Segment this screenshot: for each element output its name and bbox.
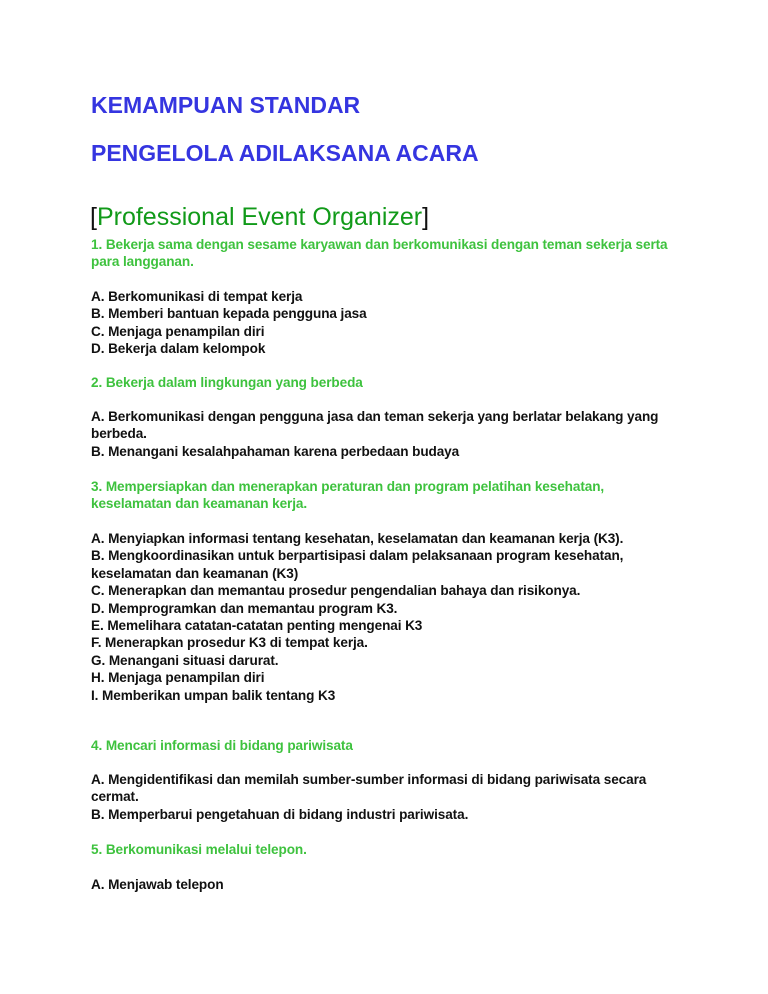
list-item: B. Menangani kesalahpahaman karena perbedaan budaya — [91, 443, 460, 459]
list-item: B. Memperbarui pengetahuan di bidang industri pariwisata. — [91, 806, 469, 822]
list-item: E. Memelihara catatan-catatan penting mengenai K3 — [91, 618, 423, 634]
subtitle-text: Professional Event Organizer — [96, 203, 423, 231]
list-item: D. Memprogramkan dan memantau program K3. — [91, 600, 398, 616]
section-5-heading: 5. Berkomunikasi melalui telepon. — [91, 842, 307, 857]
bracket-open: [ — [90, 203, 97, 231]
section-1-items — [91, 288, 681, 358]
list-item: A. Mengidentifikasi dan memilah sumber-sumber informasi di bidang pariwisata secara cermat. — [91, 772, 647, 805]
section-3-heading: 3. Mempersiapkan dan menerapkan peraturan dan program pelatihan kesehatan, keselamatan dan keamanan kerja. — [91, 479, 605, 512]
document-title-line-2: PENGELOLA ADILAKSANA ACARA — [91, 140, 479, 166]
list-item: I. Memberikan umpan balik tentang K3 — [91, 687, 336, 703]
section-1-heading: 1. Bekerja sama dengan sesame karyawan dan berkomunikasi dengan teman sekerja serta para langganan. — [91, 237, 668, 270]
list-item: C. Menjaga penampilan diri — [91, 323, 265, 339]
document-subtitle — [90, 203, 429, 232]
section-4-heading: 4. Mencari informasi di bidang pariwisata — [91, 738, 353, 753]
list-item: H. Menjaga penampilan diri — [91, 670, 265, 686]
list-item: A. Berkomunikasi di tempat kerja — [91, 289, 303, 304]
list-item: A. Menjawab telepon — [91, 877, 224, 892]
bracket-close: ] — [422, 203, 430, 231]
document-title-line-1: KEMAMPUAN STANDAR — [91, 92, 361, 118]
section-2-items — [91, 408, 681, 460]
list-item: B. Memberi bantuan kepada pengguna jasa — [91, 306, 367, 322]
section-5-items — [91, 876, 681, 893]
list-item: B. Mengkoordinasikan untuk berpartisipasi dalam pelaksanaan program kesehatan, keselamatan dan keamanan (K3) — [91, 548, 624, 581]
list-item: F. Menerapkan prosedur K3 di tempat kerja. — [91, 635, 368, 651]
section-2-heading: 2. Bekerja dalam lingkungan yang berbeda — [91, 375, 363, 390]
list-item: C. Menerapkan dan memantau prosedur pengendalian bahaya dan risikonya. — [91, 583, 581, 599]
section-3-items — [91, 530, 681, 704]
section-4-items — [91, 771, 681, 823]
list-item: A. Menyiapkan informasi tentang kesehatan, keselamatan dan keamanan kerja (K3). — [91, 531, 624, 546]
list-item: A. Berkomunikasi dengan pengguna jasa dan teman sekerja yang berlatar belakang yang berbeda. — [91, 409, 659, 442]
list-item: D. Bekerja dalam kelompok — [91, 341, 266, 357]
list-item: G. Menangani situasi darurat. — [91, 652, 279, 668]
